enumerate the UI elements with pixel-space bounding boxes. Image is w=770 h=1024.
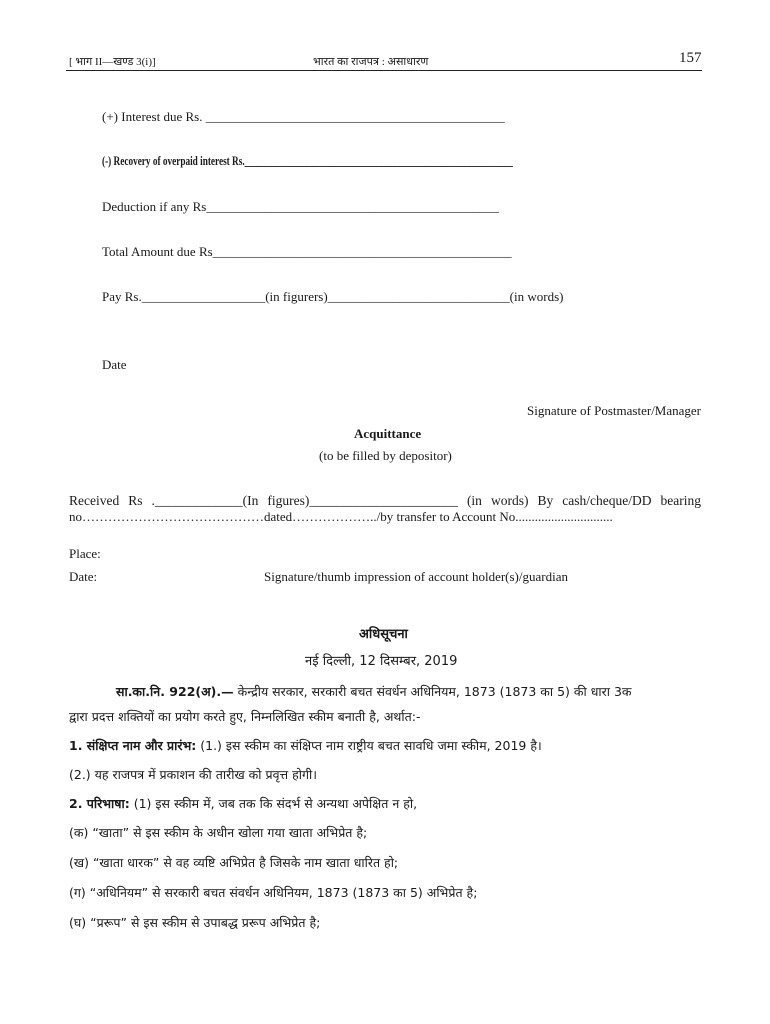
section-2	[69, 795, 417, 812]
definition-kha: (ख) “खाता धारक” से वह व्यष्टि अभिप्रेत है जिसके नाम खाता धारित हो;	[69, 855, 399, 870]
section-1-heading: 1. संक्षिप्त नाम और प्रारंभ:	[69, 738, 197, 753]
definition-ka: (क) “खाता” से इस स्कीम के अधीन खोला गया खाता अभिप्रेत है;	[69, 825, 368, 840]
section-2-text: (1) इस स्कीम में, जब तक कि संदर्भ से अन्यथा अपेक्षित न हो,	[129, 796, 418, 811]
received-line-1: Received Rs ._____________(In figures)______________________ (in words) By cash/cheque/DD bearing	[69, 493, 701, 508]
header-rule	[66, 70, 702, 71]
header-section-label: [ भाग II—खण्ड 3(i)]	[69, 56, 156, 68]
header-gazette-title: भारत का राजपत्र : असाधारण	[313, 56, 429, 68]
definition-gha: (घ) “प्ररूप” से इस स्कीम से उपाबद्ध प्ररूप अभिप्रेत है;	[69, 915, 321, 930]
notification-title: अधिसूचना	[359, 627, 408, 642]
account-holder-signature-label: Signature/thumb impression of account holder(s)/guardian	[264, 569, 568, 584]
section-1	[69, 737, 542, 754]
place-label: Place:	[69, 546, 101, 561]
notification-place-date: नई दिल्ली, 12 दिसम्बर, 2019	[305, 654, 458, 669]
recovery-line: (-) Recovery of overpaid interest Rs.__________________________________________________________	[102, 154, 513, 168]
date-label: Date	[102, 357, 127, 372]
section-2-heading: 2. परिभाषा:	[69, 796, 130, 811]
acquittance-date-label: Date:	[69, 569, 98, 584]
acquittance-title: Acquittance	[354, 426, 422, 441]
notification-para-1-line-2: द्वारा प्रदत्त शक्तियों का प्रयोग करते हुए, निम्नलिखित स्कीम बनाती है, अर्थात:-	[69, 709, 421, 724]
section-1-clause-2: (2.) यह राजपत्र में प्रकाशन की तारीख को प्रवृत्त होगी।	[69, 767, 318, 782]
deduction-line: Deduction if any Rs_____________________________________________	[102, 199, 499, 214]
total-amount-line: Total Amount due Rs______________________________________________	[102, 244, 512, 259]
section-1-text: (1.) इस स्कीम का संक्षिप्त नाम राष्ट्रीय बचत सावधि जमा स्कीम, 2019 है।	[196, 738, 542, 753]
gsr-reference: सा.का.नि. 922(अ).—	[116, 684, 234, 699]
notification-para-1-line-1	[116, 683, 632, 700]
para-1-line-1-text: केन्द्रीय सरकार, सरकारी बचत संवर्धन अधिनियम, 1873 (1873 का 5) की धारा 3क	[237, 684, 632, 699]
page-number: 157	[679, 50, 702, 66]
received-line-2: no……………………………………dated………………../by transfer to Account No..............................	[69, 509, 613, 524]
pay-line: Pay Rs.___________________(in figurers)____________________________(in words)	[102, 289, 564, 304]
postmaster-signature-label: Signature of Postmaster/Manager	[526, 403, 701, 418]
definition-ga: (ग) “अधिनियम” से सरकारी बचत संवर्धन अधिनियम, 1873 (1873 का 5) अभिप्रेत है;	[69, 885, 478, 900]
interest-due-line: (+) Interest due Rs. ______________________________________________	[102, 109, 505, 124]
acquittance-subtitle: (to be filled by depositor)	[319, 448, 452, 463]
